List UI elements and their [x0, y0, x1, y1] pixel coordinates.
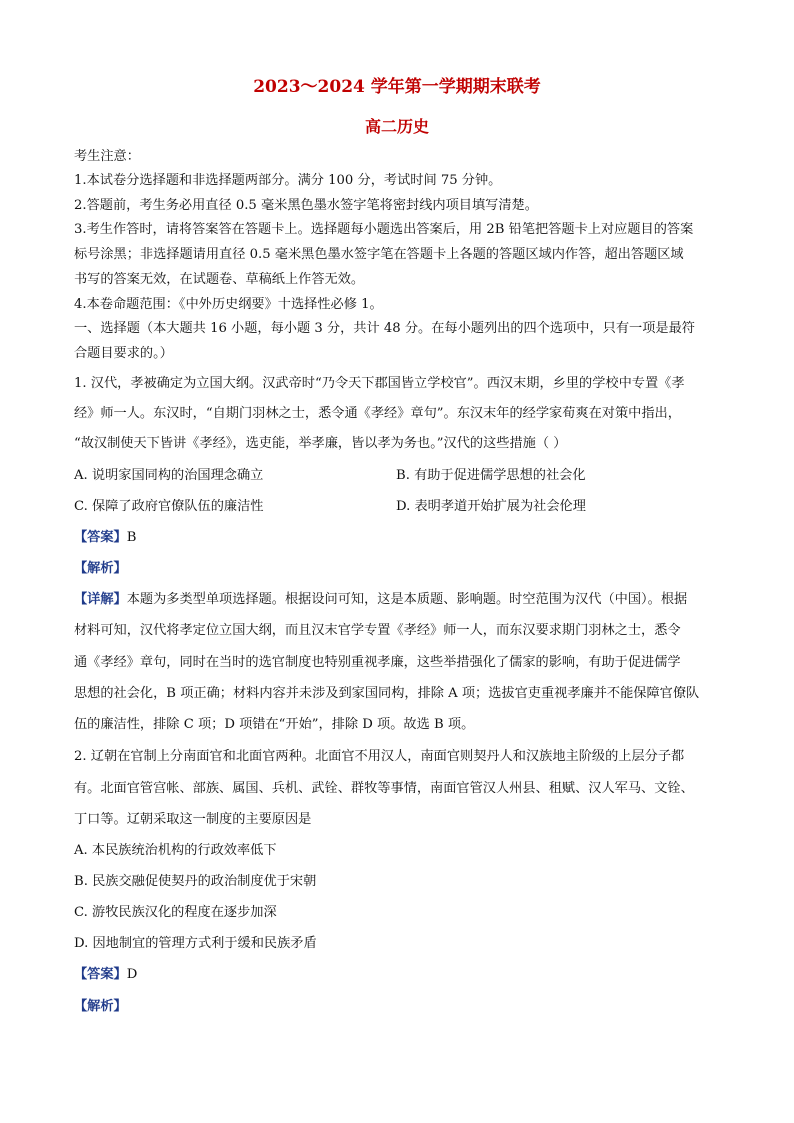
q2-option-d: D. 因地制宜的管理方式利于缓和民族矛盾 — [74, 936, 317, 951]
q1-detail-line: 通《孝经》章句，同时在当时的选官制度也特别重视孝廉，这些举措强化了儒家的影响，有助于促进儒学 — [74, 655, 681, 670]
q1-detail-line: 伍的廉洁性，排除 C 项；D 项错在“开始”，排除 D 项。故选 B 项。 — [74, 717, 475, 732]
notice-item: 2.答题前，考生务必用直径 0.5 毫米黑色墨水签字笔将密封线内项目填写清楚。 — [74, 198, 538, 213]
notice-heading: 考生注意： — [74, 149, 140, 164]
section-heading-cont: 合题目要求的。） — [74, 346, 173, 361]
detail-text: 本题为多类型单项选择题。根据设问可知，这是本质题、影响题。时空范围为汉代（中国）。根据 — [126, 592, 688, 607]
q1-option-d: D. 表明孝道开始扩展为社会伦理 — [396, 499, 586, 514]
notice-item: 标号涂黑；非选择题请用直径 0.5 毫米黑色墨水签字笔在答题卡上各题的答题区域内作答，超出答题区域 — [74, 247, 684, 262]
q1-analysis-tag — [74, 560, 724, 578]
q1-stem-line: 经》师一人。东汉时，“自期门羽林之士，悉令通《孝经》章句”。东汉末年的经学家荀爽在对策中指出， — [74, 406, 681, 421]
section-heading: 一、选择题（本大题共 16 小题，每小题 3 分，共计 48 分。在每小题列出的四个选项中，只有一项是最符 — [74, 321, 695, 336]
answer-value: B — [126, 530, 137, 545]
notice-item: 4.本卷命题范围：《中外历史纲要》十选择性必修 1。 — [74, 297, 383, 312]
q1-detail-line — [74, 591, 724, 609]
q1-answer — [74, 529, 724, 547]
q1-detail-line: 思想的社会化，B 项正确；材料内容并未涉及到家国同构，排除 A 项；选拔官吏重视孝廉并不能保障官僚队 — [74, 686, 700, 701]
analysis-tag: 【解析】 — [74, 561, 127, 576]
q2-stem-line: 2. 辽朝在官制上分南面官和北面官两种。北面官不用汉人，南面官则契丹人和汉族地主阶级的上层分子都 — [74, 749, 685, 764]
exam-title: 2023～2024 学年第一学期期末联考 — [253, 77, 541, 97]
q1-option-a: A. 说明家国同构的治国理念确立 — [74, 468, 264, 483]
notice-item: 1.本试卷分选择题和非选择题两部分。满分 100 分，考试时间 75 分钟。 — [74, 173, 502, 188]
analysis-tag: 【解析】 — [74, 999, 127, 1014]
q2-stem-line: 丁口等。辽朝采取这一制度的主要原因是 — [74, 812, 312, 827]
detail-tag: 【详解】 — [74, 592, 127, 607]
q1-stem-line: “故汉制使天下皆讲《孝经》，选吏能，举孝廉，皆以孝为务也。”汉代的这些措施（ ） — [74, 436, 567, 451]
q2-option-a: A. 本民族统治机构的行政效率低下 — [74, 843, 277, 858]
answer-value: D — [126, 967, 138, 982]
answer-tag: 【答案】 — [74, 967, 127, 982]
answer-tag: 【答案】 — [74, 530, 127, 545]
notice-item: 3.考生作答时，请将答案答在答题卡上。选择题每小题选出答案后，用 2B 铅笔把答题卡上对应题目的答案 — [74, 222, 694, 237]
exam-subject: 高二历史 — [364, 117, 429, 136]
q2-answer — [74, 966, 724, 984]
q2-stem-line: 有。北面官管宫帐、部族、属国、兵机、武铨、群牧等事情，南面官管汉人州县、租赋、汉人军马、文铨、 — [74, 781, 694, 796]
q1-option-c: C. 保障了政府官僚队伍的廉洁性 — [74, 499, 264, 514]
q1-option-b: B. 有助于促进儒学思想的社会化 — [396, 468, 586, 483]
q2-option-c: C. 游牧民族汉化的程度在逐步加深 — [74, 905, 277, 920]
q1-detail-line: 材料可知，汉代将孝定位立国大纲，而且汉末官学专置《孝经》师一人，而东汉要求期门羽林之士，悉令 — [74, 623, 681, 638]
q2-option-b: B. 民族交融促使契丹的政治制度优于宋朝 — [74, 874, 317, 889]
notice-item: 书写的答案无效，在试题卷、草稿纸上作答无效。 — [74, 272, 365, 287]
q2-analysis-tag — [74, 998, 724, 1016]
q1-stem-line: 1. 汉代，孝被确定为立国大纲。汉武帝时“乃令天下郡国皆立学校官”。西汉末期，乡里的学校中专置《孝 — [74, 376, 685, 391]
